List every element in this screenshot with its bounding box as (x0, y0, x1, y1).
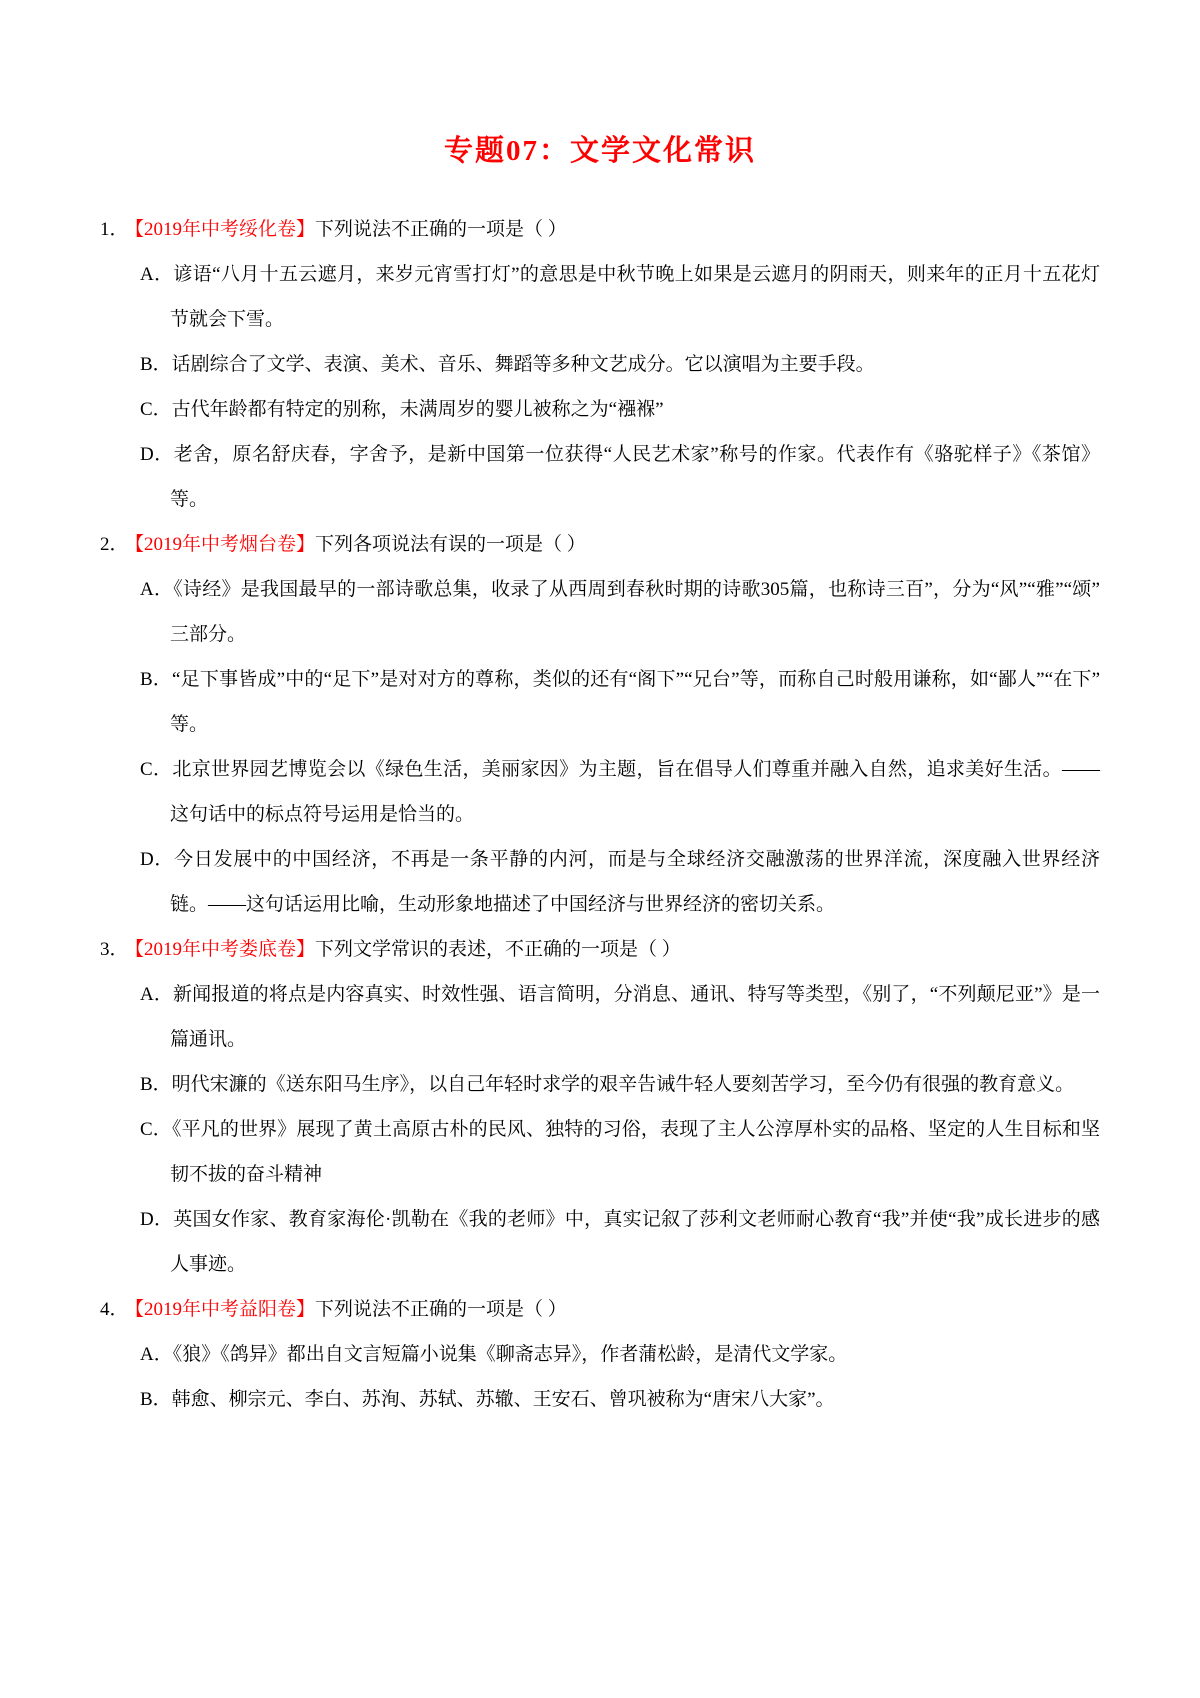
option-d: D．英国女作家、教育家海伦·凯勒在《我的老师》中，真实记叙了莎利文老师耐心教育“我”并使“我”成长进步的感人事迹。 (140, 1209, 1100, 1275)
option-a: A．《狼》《鸽异》都出自文言短篇小说集《聊斋志异》，作者蒲松龄，是清代文学家。 (140, 1344, 848, 1365)
option-a: A．谚语“八月十五云遮月，来岁元宵雪打灯”的意思是中秋节晚上如果是云遮月的阴雨天，则来年的正月十五花灯节就会下雪。 (140, 264, 1100, 330)
option-c: C．《平凡的世界》展现了黄土高原古朴的民风、独特的习俗，表现了主人公淳厚朴实的品格、坚定的人生目标和坚韧不拔的奋斗精神 (140, 1119, 1100, 1185)
option-b: B．话剧综合了文学、表演、美术、音乐、舞蹈等多种文艺成分。它以演唱为主要手段。 (140, 354, 875, 375)
question-stem (100, 927, 1100, 972)
question-1 (100, 207, 1100, 522)
question-source-tag: 【2019年中考娄底卷】 (134, 939, 316, 960)
question-stem-text: 下列文学常识的表述，不正确的一项是（ ） (315, 939, 681, 960)
option-b: B．明代宋濂的《送东阳马生序》，以自己年轻时求学的艰辛告诫牛轻人要刻苦学习，至今仍有很强的教育意义。 (140, 1074, 1075, 1095)
question-4 (100, 1287, 1100, 1422)
question-stem (100, 207, 1100, 252)
question-stem (100, 522, 1100, 567)
page-title: 专题07：文学文化常识 (443, 135, 756, 167)
option-b: B．“足下事皆成”中的“足下”是对对方的尊称，类似的还有“阁下”“兄台”等，而称自己时般用谦称，如“鄙人”“在下”等。 (140, 669, 1100, 735)
option-c: C．古代年龄都有特定的别称，未满周岁的婴儿被称之为“襁褓” (140, 399, 664, 420)
option-b: B．韩愈、柳宗元、李白、苏洵、苏轼、苏辙、王安石、曾巩被称为“唐宋八大家”。 (140, 1389, 835, 1410)
question-number: 1． (100, 219, 129, 240)
option-a: A．新闻报道的将点是内容真实、时效性强、语言简明，分消息、通讯、特写等类型，《别了，“不列颠尼亚”》是一篇通讯。 (140, 984, 1100, 1050)
question-number: 2． (100, 534, 129, 555)
question-stem-text: 下列说法不正确的一项是（ ） (315, 1299, 567, 1320)
question-source-tag: 【2019年中考益阳卷】 (134, 1299, 316, 1320)
question-source-tag: 【2019年中考烟台卷】 (134, 534, 316, 555)
option-d: D．老舍，原名舒庆春，字舍予，是新中国第一位获得“人民艺术家”称号的作家。代表作有《骆驼样子》《茶馆》等。 (140, 444, 1100, 510)
question-stem (100, 1287, 1100, 1332)
question-stem-text: 下列各项说法有误的一项是（ ） (315, 534, 586, 555)
question-number: 4． (100, 1299, 129, 1320)
question-2 (100, 522, 1100, 927)
option-c: C．北京世界园艺博览会以《绿色生活，美丽家因》为主题，旨在倡导人们尊重并融入自然，追求美好生活。——这句话中的标点符号运用是恰当的。 (140, 759, 1100, 825)
option-d: D．今日发展中的中国经济，不再是一条平静的内河，而是与全球经济交融激荡的世界洋流，深度融入世界经济链。——这句话运用比喻，生动形象地描述了中国经济与世界经济的密切关系。 (140, 849, 1100, 915)
option-a: A．《诗经》是我国最早的一部诗歌总集，收录了从西周到春秋时期的诗歌305篇，也称诗三百”，分为“风”“雅”“颂”三部分。 (140, 579, 1100, 645)
question-source-tag: 【2019年中考绥化卷】 (134, 219, 316, 240)
question-3 (100, 927, 1100, 1287)
question-number: 3． (100, 939, 129, 960)
question-stem-text: 下列说法不正确的一项是（ ） (315, 219, 567, 240)
